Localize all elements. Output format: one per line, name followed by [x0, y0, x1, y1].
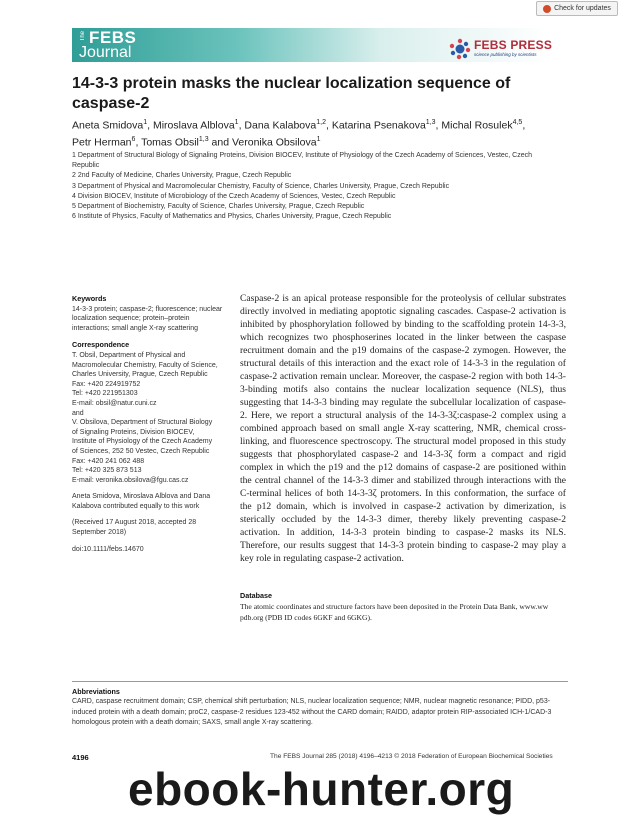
update-icon: [543, 5, 551, 13]
affiliation-list: [72, 151, 552, 222]
febs-press-tagline: science publishing by scientists: [474, 52, 537, 57]
author-name: Veronika Obsilova: [231, 136, 317, 148]
check-for-updates-button[interactable]: [536, 1, 618, 16]
correspondence-line: Fax: +420 241 062 488: [72, 457, 145, 465]
correspondence-email[interactable]: E-mail: obsil@natur.cuni.cz: [72, 399, 157, 407]
watermark-text: ebook-hunter.org: [128, 763, 515, 815]
correspondence-line: of Sciences, 252 50 Vestec, Czech Republic: [72, 447, 210, 455]
article-sidebar: [72, 294, 228, 554]
affiliation-item: 1 Department of Structural Biology of Signaling Proteins, Division BIOCEV, Institute of Physiology of the Czech Academy of Sciences, Vestec, Czech Republic: [72, 152, 533, 170]
author-name: Dana Kalabova: [244, 119, 317, 132]
abbreviations-heading: Abbreviations: [72, 687, 120, 696]
author-name: Katarina Psenakova: [331, 119, 426, 132]
correspondence-line: of Signaling Proteins, Division BIOCEV,: [72, 428, 195, 436]
logo-the-text: The: [80, 31, 86, 42]
database-text: The atomic coordinates and structure factors have been deposited in the Protein Data Bank, www.ww pdb.org (PDB ID codes 6GKF and 6GKG).: [240, 602, 549, 622]
affiliation-item: 6 Institute of Physics, Faculty of Mathematics and Physics, Charles University, Prague, Czech Republic: [72, 213, 392, 221]
correspondence-line: Tel: +420 325 873 513: [72, 467, 142, 475]
author-name: Miroslava Alblova: [152, 119, 235, 132]
correspondence-line: T. Obsil, Department of Physical and: [72, 351, 186, 359]
author-name: Tomas Obsil: [141, 136, 199, 148]
correspondence-line: Institute of Physiology of the Czech Academy: [72, 438, 213, 446]
correspondence-line: V. Obsilova, Department of Structural Biology: [72, 419, 213, 427]
keywords-heading: Keywords: [72, 294, 107, 303]
abbreviations-text: CARD, caspase recruitment domain; CSP, chemical shift perturbation; NLS, nuclear localization sequence; NMR, nuclear magnetic resonance; PIDD, p53-induced protein with a death domain; proC2, caspase-2 residues 123-452 without the CARD domain; RAIDD, adaptor protein RIP-associated ICH-1/CAD-3 homologous protein with a death domain; SAXS, small angle X-ray scattering.: [72, 698, 552, 726]
febs-press-name: FEBS PRESS: [474, 38, 553, 52]
article-title: 14-3-3 protein masks the nuclear localization sequence of caspase-2: [72, 75, 511, 112]
correspondence-heading: Correspondence: [72, 340, 130, 350]
affiliation-item: 3 Department of Physical and Macromolecular Chemistry, Faculty of Science, Charles University, Prague, Czech Republic: [72, 182, 450, 190]
correspondence-email[interactable]: E-mail: veronika.obsilova@fgu.cas.cz: [72, 476, 189, 484]
database-heading: Database: [240, 591, 272, 600]
abbreviations-divider: [72, 681, 568, 682]
logo-febs-text: FEBS: [89, 28, 137, 47]
affiliation-item: 4 Division BIOCEV, Institute of Microbiology of the Czech Academy of Sciences, Vestec, Czech Republic: [72, 192, 396, 200]
check-updates-label: Check for updates: [554, 5, 611, 12]
abstract-text: Caspase-2 is an apical protease responsible for the proteolysis of cellular substrates directly involved in mediating apoptotic signaling cascades. Caspase-2 activation is inhibited by phosphorylation followed by binding to the scaffolding protein 14-3-3, which recognizes two phosphoserines located in the linker between the caspase recruitment domain and the p19 domains of the caspase-2 zymogen. However, the structural details of this interaction and the exact role of 14-3-3 in the regulation of caspase-2 activation remain unclear. Moreover, the caspase-2 region with both 14-3-3-binding motifs also contains the nuclear localization sequence (NLS), thus suggesting that 14-3-3 binding may regulate the subcellular localization of caspase-2. Here, we report a structural analysis of the 14-3-3ζ:caspase-2 complex using a combined approach based on small angle X-ray scattering, NMR, chemical cross-linking, and fluorescence spectroscopy. The structural model proposed in this study suggests that phosphorylated caspase-2 and 14-3-3ζ form a compact and rigid complex in which the p19 and the p12 domains of caspase-2 are positioned within the central channel of the 14-3-3 dimer and stabilized through interactions with the C-terminal helices of both 14-3-3ζ protomers. In this conformation, the surface of the p12 domain, which is involved in caspase-2 activation by dimerization, is sterically occluded by the 14-3-3 dimer, thereby likely preventing caspase-2 activation. In addition, 14-3-3 protein binding to caspase-2 masks its NLS. Therefore, our results suggest that 14-3-3 protein binding to caspase-2 may play a key role in regulating caspase-2 activation.: [240, 293, 566, 564]
affiliation-item: 2 2nd Faculty of Medicine, Charles University, Prague, Czech Republic: [72, 172, 292, 180]
febs-press-logo-icon: [449, 38, 471, 60]
author-name: Michal Rosulek: [441, 119, 513, 132]
equal-contribution-note: Aneta Smidova, Miroslava Alblova and Dana Kalabova contributed equally to this work: [72, 493, 211, 510]
correspondence-and: and: [72, 409, 84, 417]
doi-link[interactable]: doi:10.1111/febs.14670: [72, 545, 144, 553]
footer-journal-line: The FEBS Journal 285 (2018) 4196–4213 © 2018 Federation of European Biochemical Societies: [270, 753, 553, 760]
page-number: 4196: [72, 753, 89, 762]
affiliation-item: 5 Department of Biochemistry, Faculty of Science, Charles University, Prague, Czech Republic: [72, 203, 365, 211]
correspondence-line: Macromolecular Chemistry, Faculty of Science,: [72, 361, 218, 369]
keywords-text: 14-3-3 protein; caspase-2; fluorescence; nuclear localization sequence; protein–protein interactions; small angle X-ray scattering: [72, 305, 223, 332]
correspondence-line: Charles University, Prague, Czech Republic: [72, 371, 208, 379]
logo-journal-text: Journal: [79, 44, 132, 61]
correspondence-line: Tel: +420 221951303: [72, 390, 138, 398]
author-name: Aneta Smidova: [72, 119, 144, 132]
author-name: Petr Herman: [72, 136, 132, 148]
correspondence-line: Fax: +420 224919752: [72, 380, 141, 388]
author-list: Aneta Smidova$^1$, Miroslava Alblova$^1$, Dana Kalabova$^{1,2}$, Katarina Psenakova$^{1,3}$, Michal Rosulek$^{4,5}$, Petr Herman$^6$, Tomas Obsil$^{1,3}$ and Veronika Obsilova$^1$: [72, 119, 526, 148]
received-dates: (Received 17 August 2018, accepted 28 September 2018): [72, 519, 197, 537]
